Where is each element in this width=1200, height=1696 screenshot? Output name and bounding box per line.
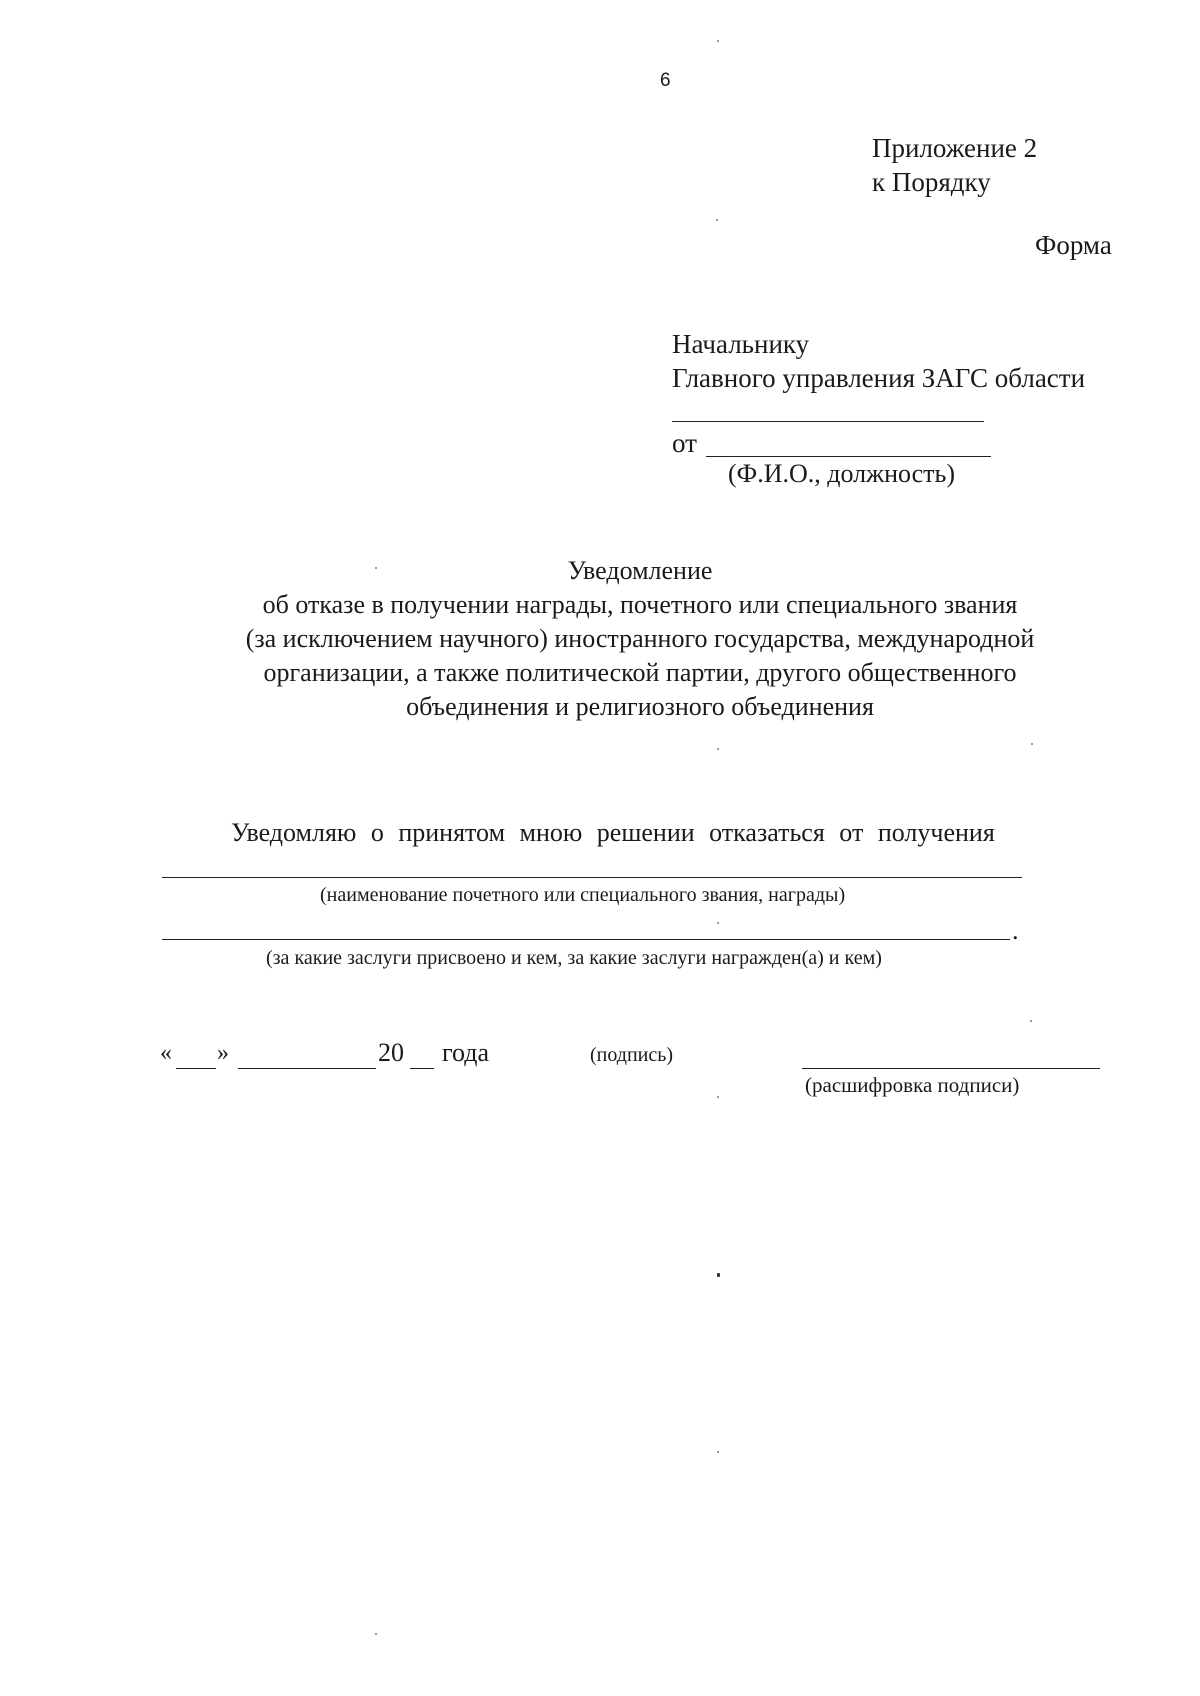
addressee-block <box>672 327 1085 395</box>
scan-speck <box>717 922 719 924</box>
year-word: года <box>442 1038 490 1067</box>
date-quote-close: » <box>217 1040 229 1066</box>
merit-blank-line <box>162 939 1010 940</box>
appendix-line-2: к Порядку <box>872 167 991 197</box>
date-month-blank <box>238 1068 376 1069</box>
page-number: 6 <box>660 70 671 91</box>
scan-speck <box>1031 743 1033 745</box>
scan-speck <box>717 40 719 42</box>
award-name-caption: (наименование почетного или специального звания, награды) <box>320 884 846 906</box>
year-blank <box>410 1068 434 1069</box>
notice-title <box>170 554 1110 724</box>
award-name-blank-line <box>162 877 1022 878</box>
fio-caption: (Ф.И.О., должность) <box>728 459 956 488</box>
merit-caption: (за какие заслуги присвоено и кем, за какие заслуги награжден(а) и кем) <box>266 947 882 969</box>
appendix-reference <box>872 131 1037 199</box>
scan-speck <box>717 748 719 750</box>
scan-speck <box>375 1633 377 1635</box>
signature-decode-blank <box>802 1068 1100 1069</box>
year-prefix: 20 <box>378 1038 404 1067</box>
scan-speck <box>1030 1020 1032 1022</box>
notice-body-text: Уведомляю о принятом мною решении отказаться от получения <box>231 818 995 847</box>
scan-speck <box>717 1451 719 1453</box>
appendix-line-1: Приложение 2 <box>872 133 1038 163</box>
scan-speck <box>716 219 718 221</box>
form-label: Форма <box>1035 230 1112 260</box>
date-day-blank <box>176 1068 216 1069</box>
addressee-blank-line <box>672 421 984 422</box>
signature-decode-caption: (расшифровка подписи) <box>805 1073 1020 1097</box>
title-line-2: об отказе в получении награды, почетного или специального звания <box>262 590 1018 619</box>
from-word: от <box>672 428 697 458</box>
title-line-1: Уведомление <box>567 556 713 585</box>
addressee-line-2: Главного управления ЗАГС области <box>672 363 1086 393</box>
scan-speck <box>717 1096 719 1098</box>
date-quote-open: « <box>160 1040 172 1066</box>
scan-speck <box>375 567 377 569</box>
sender-blank-line <box>706 456 991 457</box>
addressee-line-1: Начальнику <box>672 329 810 359</box>
title-line-4: организации, а также политической партии, другого общественного <box>263 658 1017 687</box>
title-line-3: (за исключением научного) иностранного государства, международной <box>245 624 1035 653</box>
signature-caption: (подпись) <box>590 1044 674 1066</box>
title-line-5: объединения и религиозного объединения <box>406 692 874 721</box>
scan-speck <box>717 1273 720 1277</box>
sentence-period: . <box>1012 916 1019 945</box>
